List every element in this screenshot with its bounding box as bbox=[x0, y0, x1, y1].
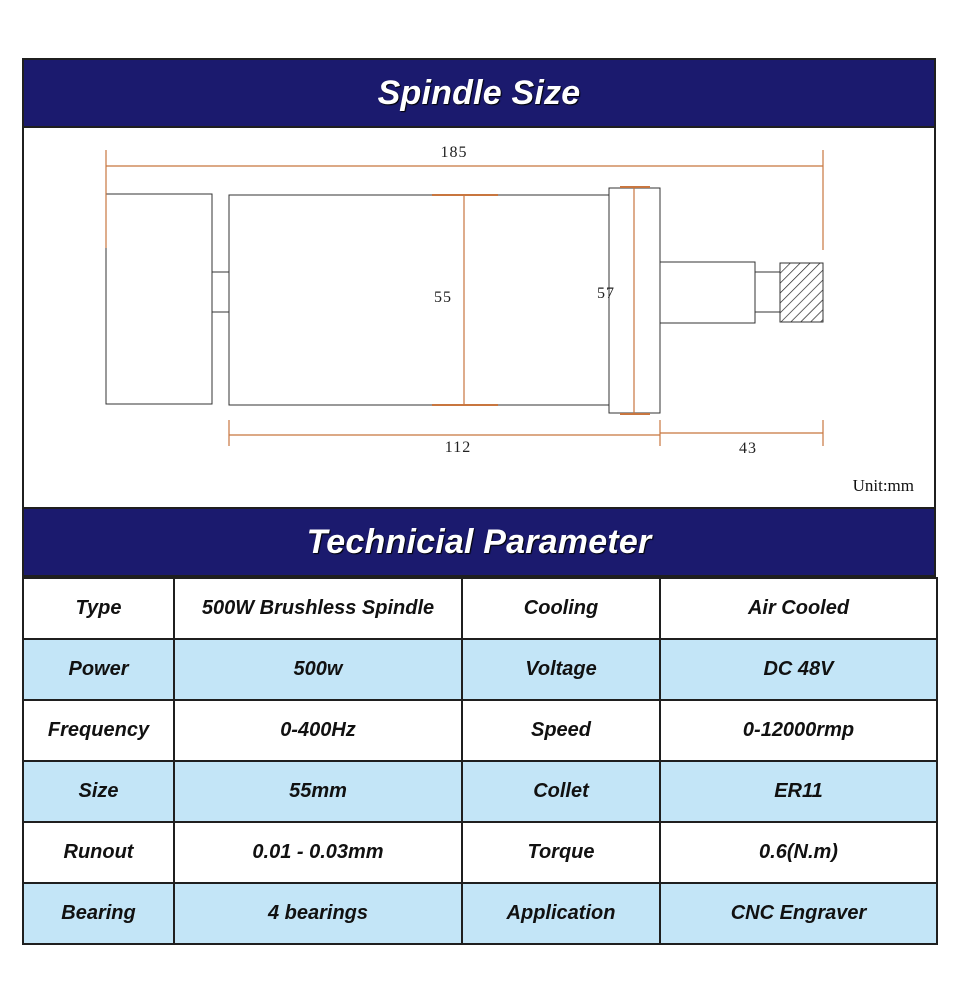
unit-label: Unit:mm bbox=[852, 476, 914, 495]
connector-neck bbox=[212, 272, 229, 312]
param-value: CNC Engraver bbox=[660, 883, 937, 944]
param-label: Frequency bbox=[23, 700, 174, 761]
param-value: 500W Brushless Spindle bbox=[174, 578, 462, 639]
body-length-label: 112 bbox=[444, 439, 472, 456]
overall-length-label: 185 bbox=[440, 144, 468, 161]
parameter-table bbox=[22, 577, 938, 945]
technical-parameter-banner bbox=[22, 507, 936, 577]
body-diameter-label: 55 bbox=[434, 289, 452, 306]
param-label: Torque bbox=[462, 822, 660, 883]
table-row bbox=[23, 639, 937, 700]
param-label: Application bbox=[462, 883, 660, 944]
param-label: Bearing bbox=[23, 883, 174, 944]
table-row bbox=[23, 822, 937, 883]
param-label: Power bbox=[23, 639, 174, 700]
spindle-dimension-drawing bbox=[24, 128, 936, 507]
param-label: Runout bbox=[23, 822, 174, 883]
param-value: ER11 bbox=[660, 761, 937, 822]
spindle-body bbox=[229, 195, 609, 405]
param-label: Collet bbox=[462, 761, 660, 822]
param-label: Type bbox=[23, 578, 174, 639]
param-label: Voltage bbox=[462, 639, 660, 700]
param-label: Size bbox=[23, 761, 174, 822]
param-value: DC 48V bbox=[660, 639, 937, 700]
motor-end-cap bbox=[106, 194, 212, 404]
param-value: 0-400Hz bbox=[174, 700, 462, 761]
collet-neck bbox=[755, 272, 780, 312]
table-row bbox=[23, 883, 937, 944]
param-value: 55mm bbox=[174, 761, 462, 822]
param-value: 500w bbox=[174, 639, 462, 700]
table-row bbox=[23, 761, 937, 822]
param-label: Cooling bbox=[462, 578, 660, 639]
collet-nut bbox=[780, 263, 823, 322]
param-value: 0.01 - 0.03mm bbox=[174, 822, 462, 883]
technical-parameter-title: Technicial Parameter bbox=[306, 522, 652, 561]
param-value: Air Cooled bbox=[660, 578, 937, 639]
param-value: 4 bearings bbox=[174, 883, 462, 944]
flange-diameter-label: 57 bbox=[597, 285, 615, 302]
shaft-length-label: 43 bbox=[739, 440, 757, 457]
table-row bbox=[23, 578, 937, 639]
spindle-size-banner bbox=[22, 58, 936, 128]
spindle-nose bbox=[660, 262, 755, 323]
table-row bbox=[23, 700, 937, 761]
dimension-lines bbox=[106, 150, 823, 446]
spindle-size-title: Spindle Size bbox=[377, 73, 581, 112]
param-value: 0-12000rmp bbox=[660, 700, 937, 761]
param-label: Speed bbox=[462, 700, 660, 761]
param-value: 0.6(N.m) bbox=[660, 822, 937, 883]
